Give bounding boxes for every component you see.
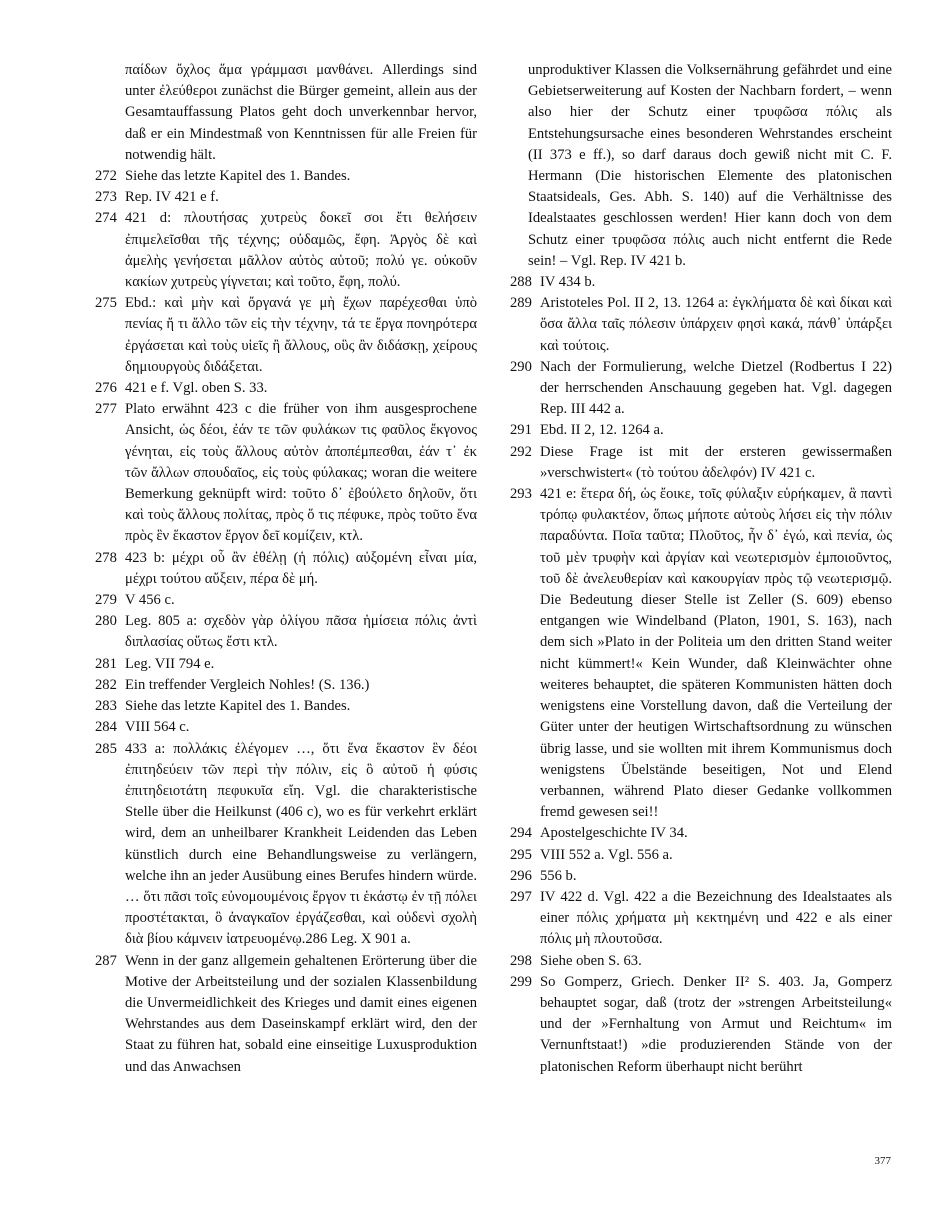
footnote-278: 278 423 b: μέχρι οὗ ἂν ἐθέλῃ (ἡ πόλις) αὐξομένη εἶναι μία, μέχρι τούτου αὔξειν, πέρα δὲ μή. <box>95 549 477 587</box>
left-column <box>95 60 477 1078</box>
footnote-289: 289 Aristoteles Pol. II 2, 13. 1264 a: ἐγκλήματα δὲ καὶ δίκαι καὶ ὅσα ἄλλα ταῖς πόλεσιν ὑπάρχειν φησὶ κακά, πάνθ᾽ ὑπάρξει καὶ τούτοις. <box>510 295 892 354</box>
footnote-274: 274 421 d: πλουτήσας χυτρεὺς δοκεῖ σοι ἔτι θελήσειν ἐπιμελεῖσθαι τῆς τέχνης; οὐδαμῶς, ἔφη. Ἀργὸς δὲ καὶ ἀμελὴς γενήσεται μᾶλλον αὐτὸς αὑτοῦ; πολύ γε. οὐκοῦν κακίων χυτρεὺς γίγνεται; καὶ τοῦτο, ἔφη, πολύ. <box>95 210 477 291</box>
footnote-273: 273 Rep. IV 421 e f. <box>95 189 219 206</box>
footnote-295: 295 VIII 552 a. Vgl. 556 a. <box>510 846 673 863</box>
footnote-275: 275 Ebd.: καὶ μὴν καὶ ὄργανά γε μὴ ἔχων παρέχεσθαι ὑπὸ πενίας ἤ τι ἄλλο τῶν εἰς τὴν τέχνην, τά τε ἔργα πονηρότερα ἐργάσεται καὶ τοὺς υἱεῖς ἢ ἄλλους, οὓς ἂν διδάσκῃ, χείρους δημιουργοὺς διδάξεται. <box>95 295 477 375</box>
footnote-293: 293 421 e: ἕτερα δή, ὡς ἔοικε, τοῖς φύλαξιν εὑρήκαμεν, ἃ παντὶ τρόπῳ φυλακτέον, ὅπως μήποτε αὐτοὺς λήσει εἰς τὴν πόλιν παραδύντα. Ποῖα ταῦτα; Πλοῦτος, ἦν δ᾽ ἐγώ, καὶ πενία, ὡς τοῦ μὲν τρυφὴν καὶ ἀργίαν καὶ νεωτερισμὸν ἐμποιοῦντος, τοῦ δὲ ἀνελευθερίαν καὶ κακουργίαν πρὸς τῷ νεωτερισμῷ. Die Bedeutung dieser Stelle ist Zeller (S. 609) ebenso entgangen wie Windelband (Platon, 1901, S. 163), nach dem sich »Plato in der Politeia um den dritten Stand weiter nicht kümmert!« Kein Wunder, daß Kleinwächter ohne weiteres behauptet, die späteren Kommunisten hätten doch wenigstens eine Vorstellung davon, daß die Verteilung der Güter unter der heutigen Wirtschaftsordnung zu wünschen übrig lasse, und sie wollten mit ihrem Kommunismus doch wenigstens Übelstände beseitigen, Not und Elend verbannen, während Plato dieser Gedanke vollkommen fremd gewesen sei!! <box>510 486 892 821</box>
footnote-272: 272 Siehe das letzte Kapitel des 1. Bandes. <box>95 168 351 185</box>
footnote-299: 299 So Gomperz, Griech. Denker II² S. 403. Ja, Gomperz behauptet sogar, daß (trotz der »strengen Arbeitsteilung« und der »Fernhaltung von Armut und Reichtum« im Vernunftstaat!) »die produzierenden Stände von der platonischen Reform überhaupt nicht berührt <box>510 973 892 1075</box>
continued-footnote: unproduktiver Klassen die Volksernährung gefährdet und eine Gebietserweiterung auf Kosten der Nachbarn fordert, – wenn also hier der Schutz einer τρυφῶσα πόλις als Entstehungsursache eines besonderen Wehrstandes erscheint (II 373 e ff.), so darf daraus doch gewiß nicht mit C. F. Hermann (Die historischen Elemente des platonischen Staatsideals, Ges. Abh. S. 140) auf die Verhältnisse des Idealstaates geschlossen werden! Hier kann doch von dem Schutz einer τρυφῶσα πόλις auch nicht entfernt die Rede sein! – Vgl. Rep. IV 421 b. <box>528 62 892 269</box>
footnote-281: 281 Leg. VII 794 e. <box>95 655 215 672</box>
footnote-287: 287 Wenn in der ganz allgemein gehaltenen Erörterung über die Motive der Arbeitsteilung und der sozialen Klassenbildung die Unvermeidlichkeit des Krieges und damit eines eigenen Wehrstandes aus dem Daseinskampf erklärt wird, den der Staat zu führen hat, sobald eine einseitige Luxusproduktion und das Anwachsen <box>95 952 477 1075</box>
right-column <box>510 60 892 1078</box>
footnote-282: 282 Ein treffender Vergleich Nohles! (S. 136.) <box>95 676 370 693</box>
footnote-294: 294 Apostelgeschichte IV 34. <box>510 825 688 842</box>
page-number: 377 <box>874 1155 891 1167</box>
footnote-291: 291 Ebd. II 2, 12. 1264 a. <box>510 422 664 439</box>
footnote-285: 285 433 a: πολλάκις ἐλέγομεν …, ὅτι ἕνα ἕκαστον ἓν δέοι ἐπιτηδεύειν τῶν περὶ τὴν πόλιν, εἰς ὃ αὐτοῦ ἡ φύσις ἐπιτηδειοτάτη πεφυκυῖα εἴη. Vgl. die charakteristische Stelle über die Heilkunst (406 c), wo es für verkehrt erklärt wird, dem an unheilbarer Krankheit Leidenden das Leben künstlich durch eine Behandlungsweise zu verlängern, welche ihn an jeder Ausübung eines Berufes hindern würde. … ὅτι πᾶσι τοῖς εὐνομουμένοις ἔργον τι ἑκάστῳ ἐν τῇ πόλει προστέτακται, ὃ ἀναγκαῖον ἐργάζεσθαι, καὶ οὐδενὶ σχολὴ διὰ βίου κάμνειν ἰατρευομένῳ.286 Leg. X 901 a. <box>95 740 477 948</box>
footnote-290: 290 Nach der Formulierung, welche Dietzel (Rodbertus I 22) der herrschenden Anschauung gegeben hat. Vgl. dagegen Rep. III 442 a. <box>510 358 892 418</box>
footnote-279: 279 V 456 c. <box>95 592 175 609</box>
footnote-297: 297 IV 422 d. Vgl. 422 a die Bezeichnung des Idealstaates als einer πόλις χρήματα μὴ κεκτημένη und 422 e als einer πόλις μὴ πλουτοῦσα. <box>510 888 892 948</box>
footnote-298: 298 Siehe oben S. 63. <box>510 952 642 969</box>
footnote-284: 284 VIII 564 c. <box>95 719 190 736</box>
footnote-283: 283 Siehe das letzte Kapitel des 1. Bandes. <box>95 698 351 715</box>
continued-footnote: παίδων ὄχλος ἅμα γράμμασι μανθάνει. Allerdings sind unter ἐλεύθεροι zunächst die Bürger gemeint, allein aus der Gesamtauffassung Platos geht doch unverkennbar hervor, daß er ein Mindestmaß von Kenntnissen für alle Freien für notwendig hält. <box>125 62 477 163</box>
footnote-292: 292 Diese Frage ist mit der ersteren gewissermaßen »verschwistert« (τὸ τούτου ἀδελφόν) IV 421 c. <box>510 443 892 481</box>
footnote-288: 288 IV 434 b. <box>510 274 596 291</box>
footnote-277: 277 Plato erwähnt 423 c die früher von ihm ausgesprochene Ansicht, ὡς δέοι, ἐάν τε τῶν φυλάκων τις φαῦλος ἔκγονος γένηται, εἰς τοὺς ἄλλους αὐτὸν ἀποπέμπεσθαι, ἐάν τ᾽ ἐκ τῶν ἄλλων σπουδαῖος, εἰς τοὺς φύλακας; woran die weitere Bemerkung geknüpft wird: τοῦτο δ᾽ ἐβούλετο δηλοῦν, ὅτι καὶ τοὺς ἄλλους πολίτας, πρὸς ὅ τις πέφυκε, πρὸς τοῦτο ἕνα πρὸς ἓν ἕκαστον ἔργον δεῖ κομίζειν, κτλ. <box>95 401 477 545</box>
footnote-280: 280 Leg. 805 a: σχεδὸν γὰρ ὀλίγου πᾶσα ἡμίσεια πόλις ἀντὶ διπλασίας οὕτως ἔστι κτλ. <box>95 613 477 651</box>
footnote-296: 296 556 b. <box>510 867 577 884</box>
footnote-276: 276 421 e f. Vgl. oben S. 33. <box>95 380 268 397</box>
